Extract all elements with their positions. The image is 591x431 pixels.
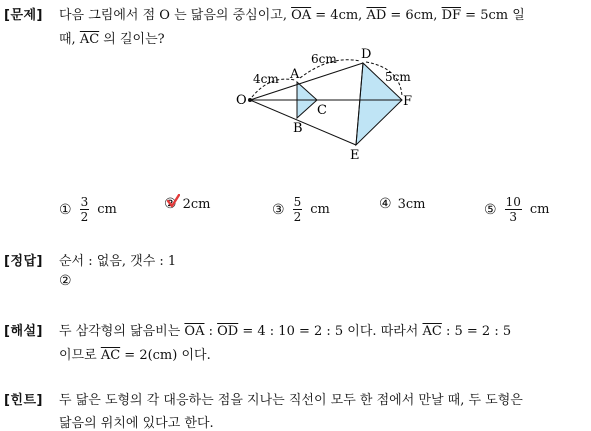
choice-4[interactable] (379, 196, 425, 212)
segment-df: $\overline{DF}$ (441, 8, 462, 23)
choice-4-text: 3cm (397, 196, 426, 212)
choice-1[interactable] (59, 196, 117, 223)
label-b: B (293, 121, 303, 136)
label-o: O (236, 93, 247, 108)
label-f: F (403, 94, 413, 109)
choice-5[interactable] (484, 196, 549, 223)
explanation-text: 두 삼각형의 닮음비는 (59, 324, 185, 339)
answer-line-2: ② (59, 273, 72, 289)
choice-3-fraction (293, 196, 303, 223)
point-o-dot (248, 98, 252, 102)
choice-1-fraction (80, 196, 90, 223)
choice-1-denominator: 2 (80, 210, 89, 224)
segment-ac: $\overline{AC}$ (422, 324, 442, 339)
label-c: C (317, 103, 327, 118)
explanation-line-2 (59, 344, 211, 363)
choice-5-mark: ⑤ (484, 201, 497, 218)
problem-text: = 4cm, (311, 8, 367, 23)
choice-3-mark: ③ (272, 201, 285, 218)
explanation-tag: [해설] (4, 324, 43, 339)
choice-4-mark: ④ (379, 196, 392, 212)
choice-2-mark (164, 196, 177, 212)
choice-3[interactable] (272, 196, 330, 223)
problem-text: = 6cm, (386, 8, 442, 23)
explanation-text: : 5 = 2 : 5 (441, 324, 512, 339)
label-ad-length: 6cm (311, 52, 337, 66)
choice-3-numerator: 5 (293, 195, 302, 209)
choice-5-numerator: 10 (505, 195, 521, 209)
segment-od: $\overline{OD}$ (217, 324, 239, 339)
choice-2[interactable] (164, 196, 210, 212)
segment-oa: $\overline{OA}$ (184, 324, 205, 339)
choice-2-text: 2cm (182, 196, 211, 212)
choice-5-fraction (505, 196, 522, 223)
label-e: E (350, 148, 360, 163)
choice-2-mark-glyph: ② (164, 196, 177, 212)
answer-line-1: 순서 : 없음, 갯수 : 1 (59, 254, 177, 269)
hint-tag: [힌트] (4, 393, 43, 408)
segment-ac: $\overline{AC}$ (79, 32, 100, 47)
explanation-text: = 2(cm) 이다. (120, 348, 211, 363)
choice-5-unit: cm (529, 202, 550, 217)
segment-oa: $\overline{OA}$ (291, 8, 312, 23)
segment-ac: $\overline{AC}$ (100, 348, 121, 363)
answer-tag: [정답] (4, 254, 43, 269)
problem-text: = 5cm 일 (461, 8, 525, 23)
checkmark-icon (166, 194, 180, 208)
explanation-text: : (204, 324, 218, 339)
label-a: A (290, 67, 300, 82)
explanation-text: = 4 : 10 = 2 : 5 이다. 따라서 (238, 324, 423, 339)
explanation-line-1 (59, 320, 511, 339)
problem-text: 의 길이는? (99, 32, 165, 47)
choice-1-mark: ① (59, 201, 72, 218)
segment-ad: $\overline{AD}$ (366, 8, 387, 23)
label-df-length: 5cm (385, 70, 411, 84)
choice-3-unit: cm (310, 202, 330, 217)
choice-5-denominator: 3 (509, 210, 518, 224)
problem-text: 때, (59, 32, 80, 47)
choice-1-numerator: 3 (80, 195, 89, 209)
choice-3-denominator: 2 (293, 210, 302, 224)
choice-1-unit: cm (97, 202, 117, 217)
problem-tag: [문제] (4, 8, 43, 23)
explanation-text: 이므로 (59, 348, 101, 363)
problem-text: 다음 그림에서 점 O 는 닮음의 중심이고, (59, 8, 292, 23)
label-d: D (361, 47, 372, 62)
hint-line-2: 닮음의 위치에 있다고 한다. (59, 416, 214, 431)
hint-line-1: 두 닮은 도형의 각 대응하는 점을 지나는 직선이 모두 한 점에서 만날 때, 두 도형은 (59, 393, 523, 408)
label-oa-length: 4cm (253, 72, 279, 86)
